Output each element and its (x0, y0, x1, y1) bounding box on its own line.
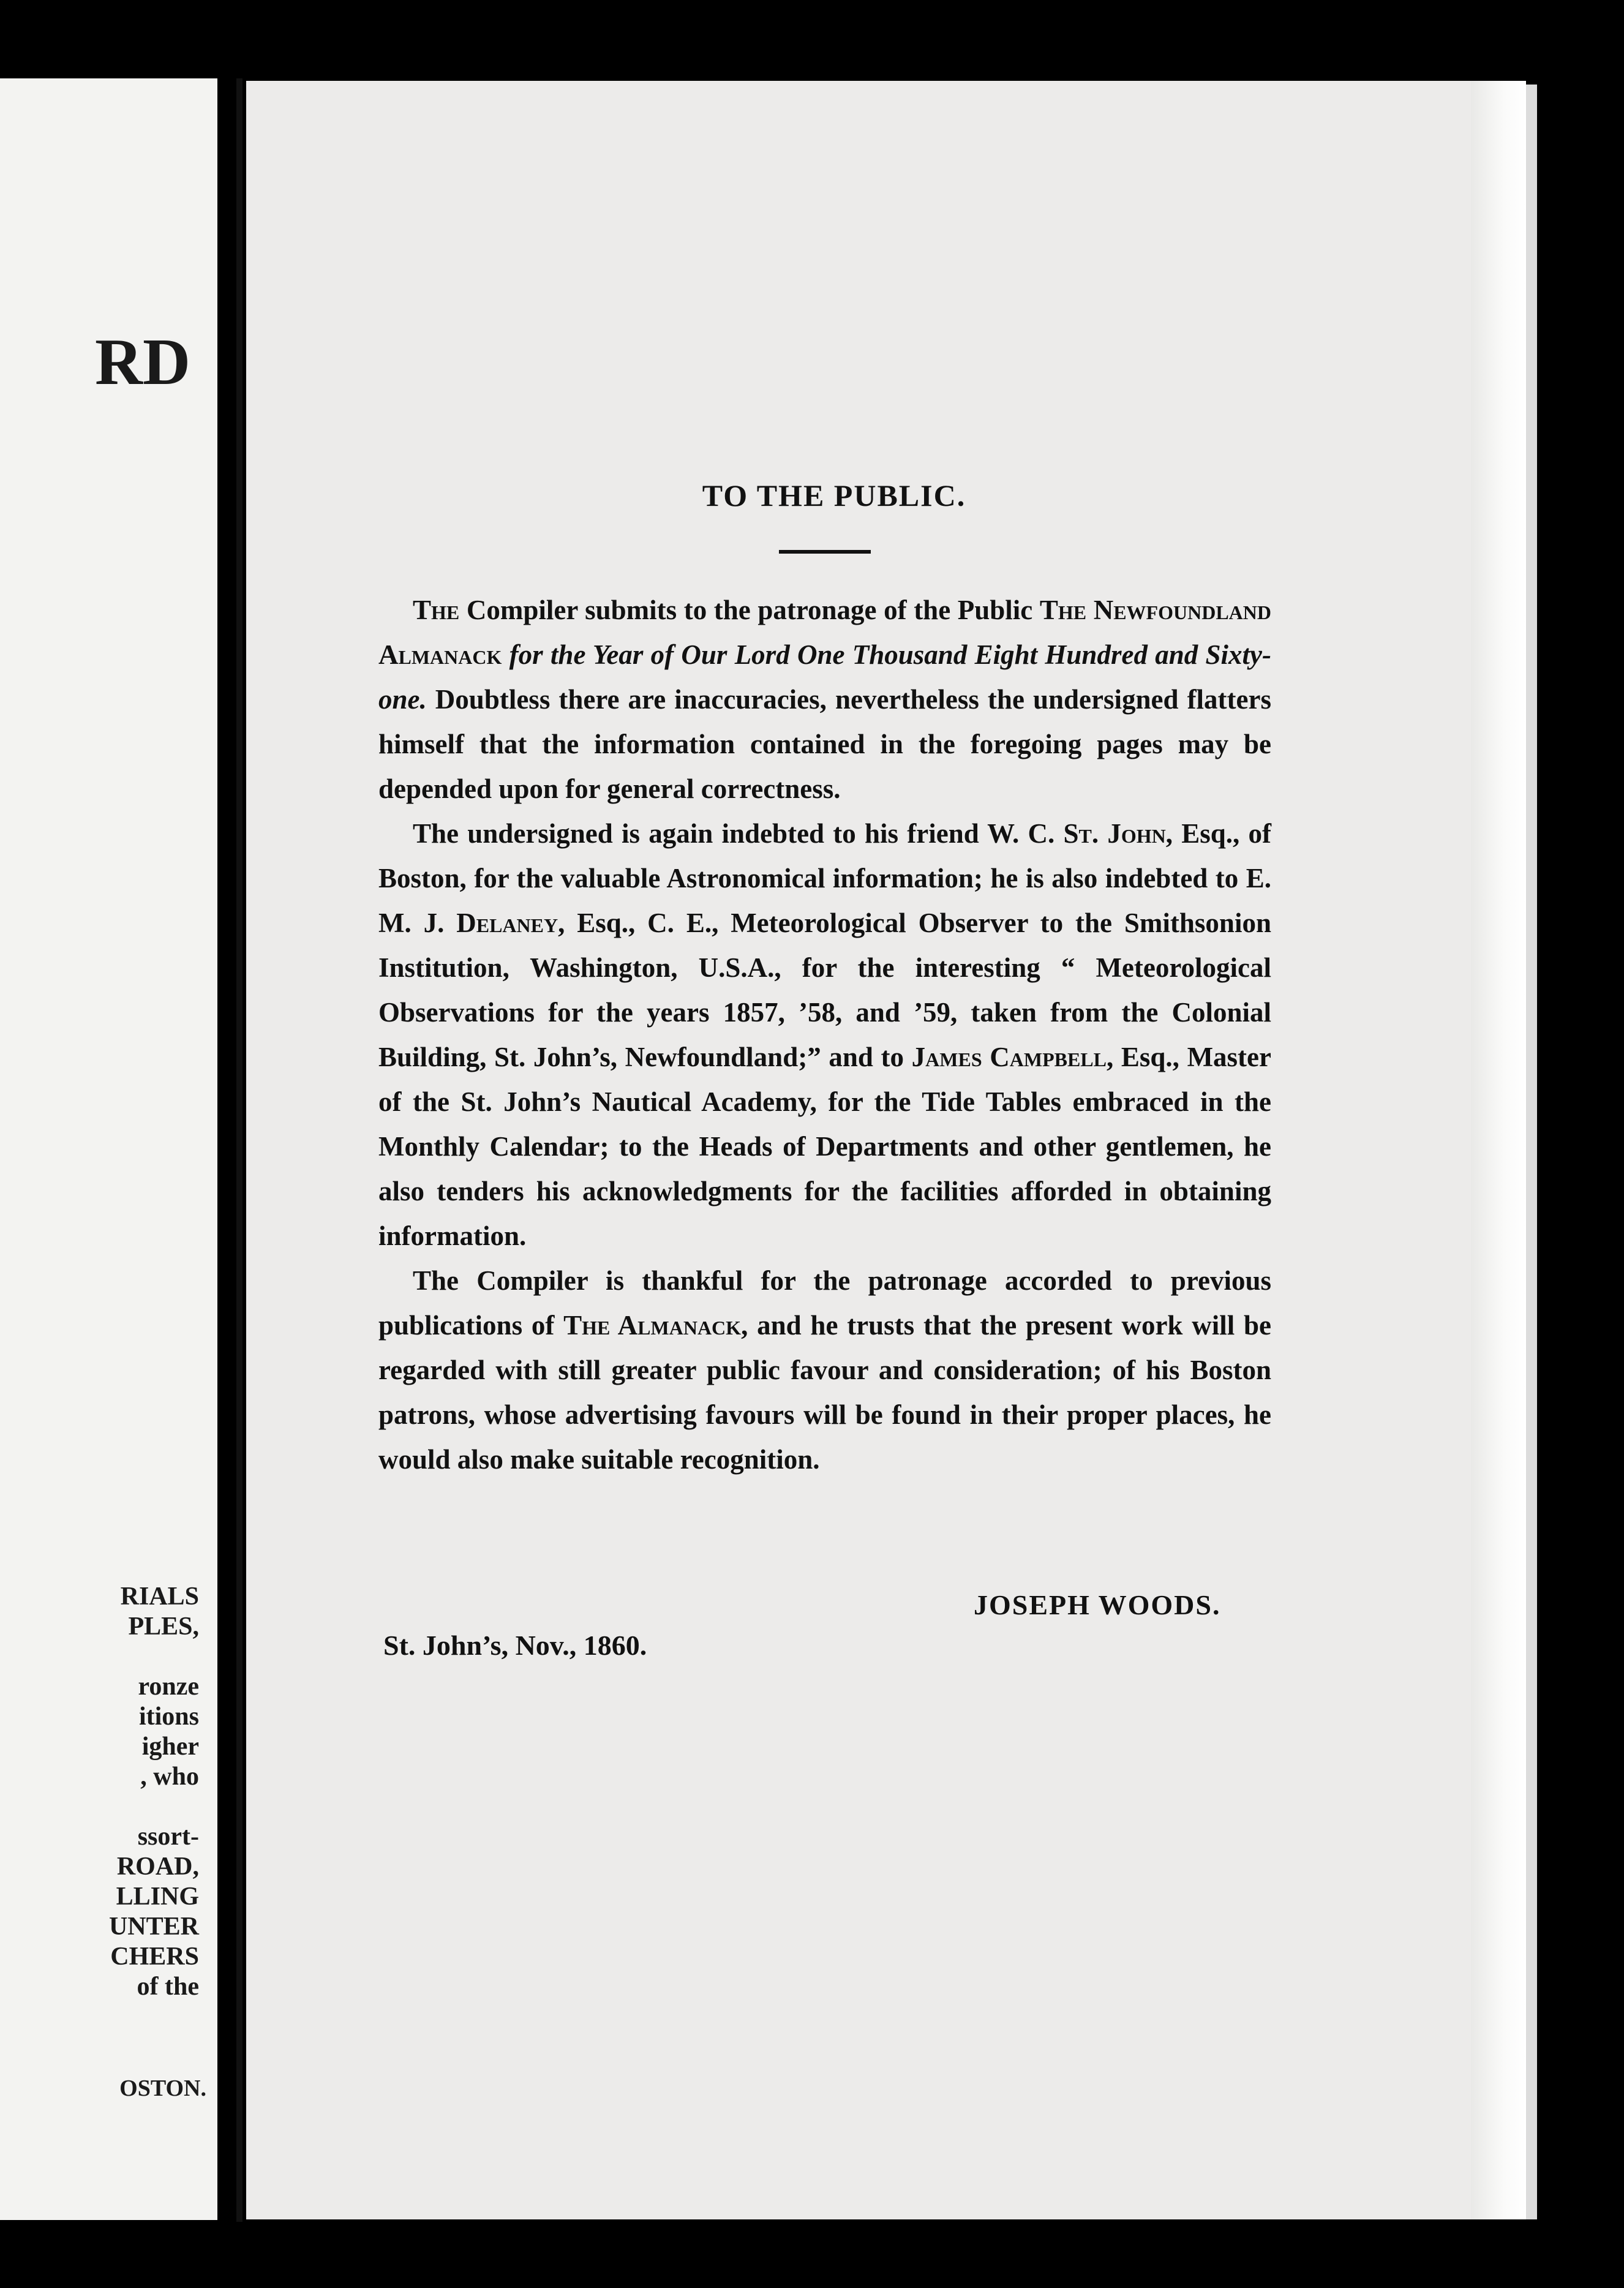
p3-text: The Compiler is thankful for the patronage accorded to previous publications of (378, 1265, 1271, 1341)
p1-space (502, 639, 509, 670)
left-page-fragment (0, 78, 217, 2220)
paragraph-2 (378, 811, 1271, 1259)
left-line: PLES, (128, 1613, 199, 1641)
almanack-year-phrase: for the Year of Our Lord One Thousand Eight Hundred and Sixty-one. (378, 639, 1271, 715)
p3-text-end: , and he trusts that the present work will be regarded with still greater public favour and consideration; of his Boston patrons, whose advertising favours will be found in their proper places, he would also make suitable recognition. (378, 1310, 1272, 1475)
p1-text-end: Doubtless there are inaccuracies, nevertheless the undersigned flatters himself that the information contained in the foregoing pages may be depended upon for general correctness. (378, 684, 1271, 804)
page-edge-shadow (1526, 85, 1537, 2219)
left-line: ssort- (137, 1823, 199, 1851)
book-gutter (236, 78, 242, 2222)
p2-text-end: , Esq., Master of the St. John’s Nautical Academy, for the Tide Tables embraced in the Monthly Calendar; to the Heads of Departments and other gentlemen, he also tenders his acknowledgments for the facilities afforded in obtaining information. (378, 1042, 1271, 1251)
left-page-closing-fragment: OSTON. (119, 2075, 206, 2101)
name-st-john: St. John (1063, 818, 1166, 849)
name-campbell: James Campbell (911, 1042, 1107, 1072)
left-line: , who (140, 1763, 199, 1791)
left-line-spacer (109, 1792, 199, 1822)
body-text (378, 588, 1271, 1482)
left-page-text-lines (109, 1582, 199, 2002)
title-rule (779, 550, 871, 554)
p2-text: , Esq., C. E., Meteorological Observer to the Smithsonion Institution, Washington, U.S.A., for the interesting “ Meteorological Observations for the years 1857, ’58, and ’59, taken from the Colonial Building, St. John’s, Newfoundland;” and to (378, 908, 1271, 1072)
almanack-name: The Almanack (563, 1310, 742, 1341)
name-delaney: Delaney (456, 908, 558, 938)
left-line: UNTER (108, 1913, 199, 1941)
left-line: CHERS (110, 1943, 199, 1971)
p1-lead: The (413, 595, 460, 625)
p2-text: The undersigned is again indebted to his friend W. C. (413, 818, 1064, 849)
paragraph-1 (378, 588, 1271, 811)
paragraph-3 (378, 1259, 1271, 1482)
left-line: itions (138, 1703, 199, 1731)
page-edge (1471, 81, 1526, 2219)
signature: JOSEPH WOODS. (974, 1589, 1221, 1620)
left-line: ROAD, (116, 1853, 199, 1881)
p1-text: Compiler submits to the patronage of the Public (459, 595, 1040, 625)
left-line: igher (141, 1733, 199, 1761)
almanack-title: The Newfoundland Almanack (378, 595, 1271, 670)
left-line: ronze (138, 1673, 199, 1701)
left-line: LLING (116, 1883, 199, 1911)
left-line: RIALS (120, 1582, 199, 1611)
left-line: of the (137, 1973, 199, 2001)
left-line-spacer (109, 1642, 199, 1672)
page-title: TO THE PUBLIC. (702, 478, 966, 513)
p2-text: , Esq., of Boston, for the valuable Astronomical information; he is also indebted to E. M. J. (378, 818, 1271, 938)
dateline: St. John’s, Nov., 1860. (383, 1630, 647, 1661)
left-page-heading-fragment: RD (95, 326, 190, 399)
